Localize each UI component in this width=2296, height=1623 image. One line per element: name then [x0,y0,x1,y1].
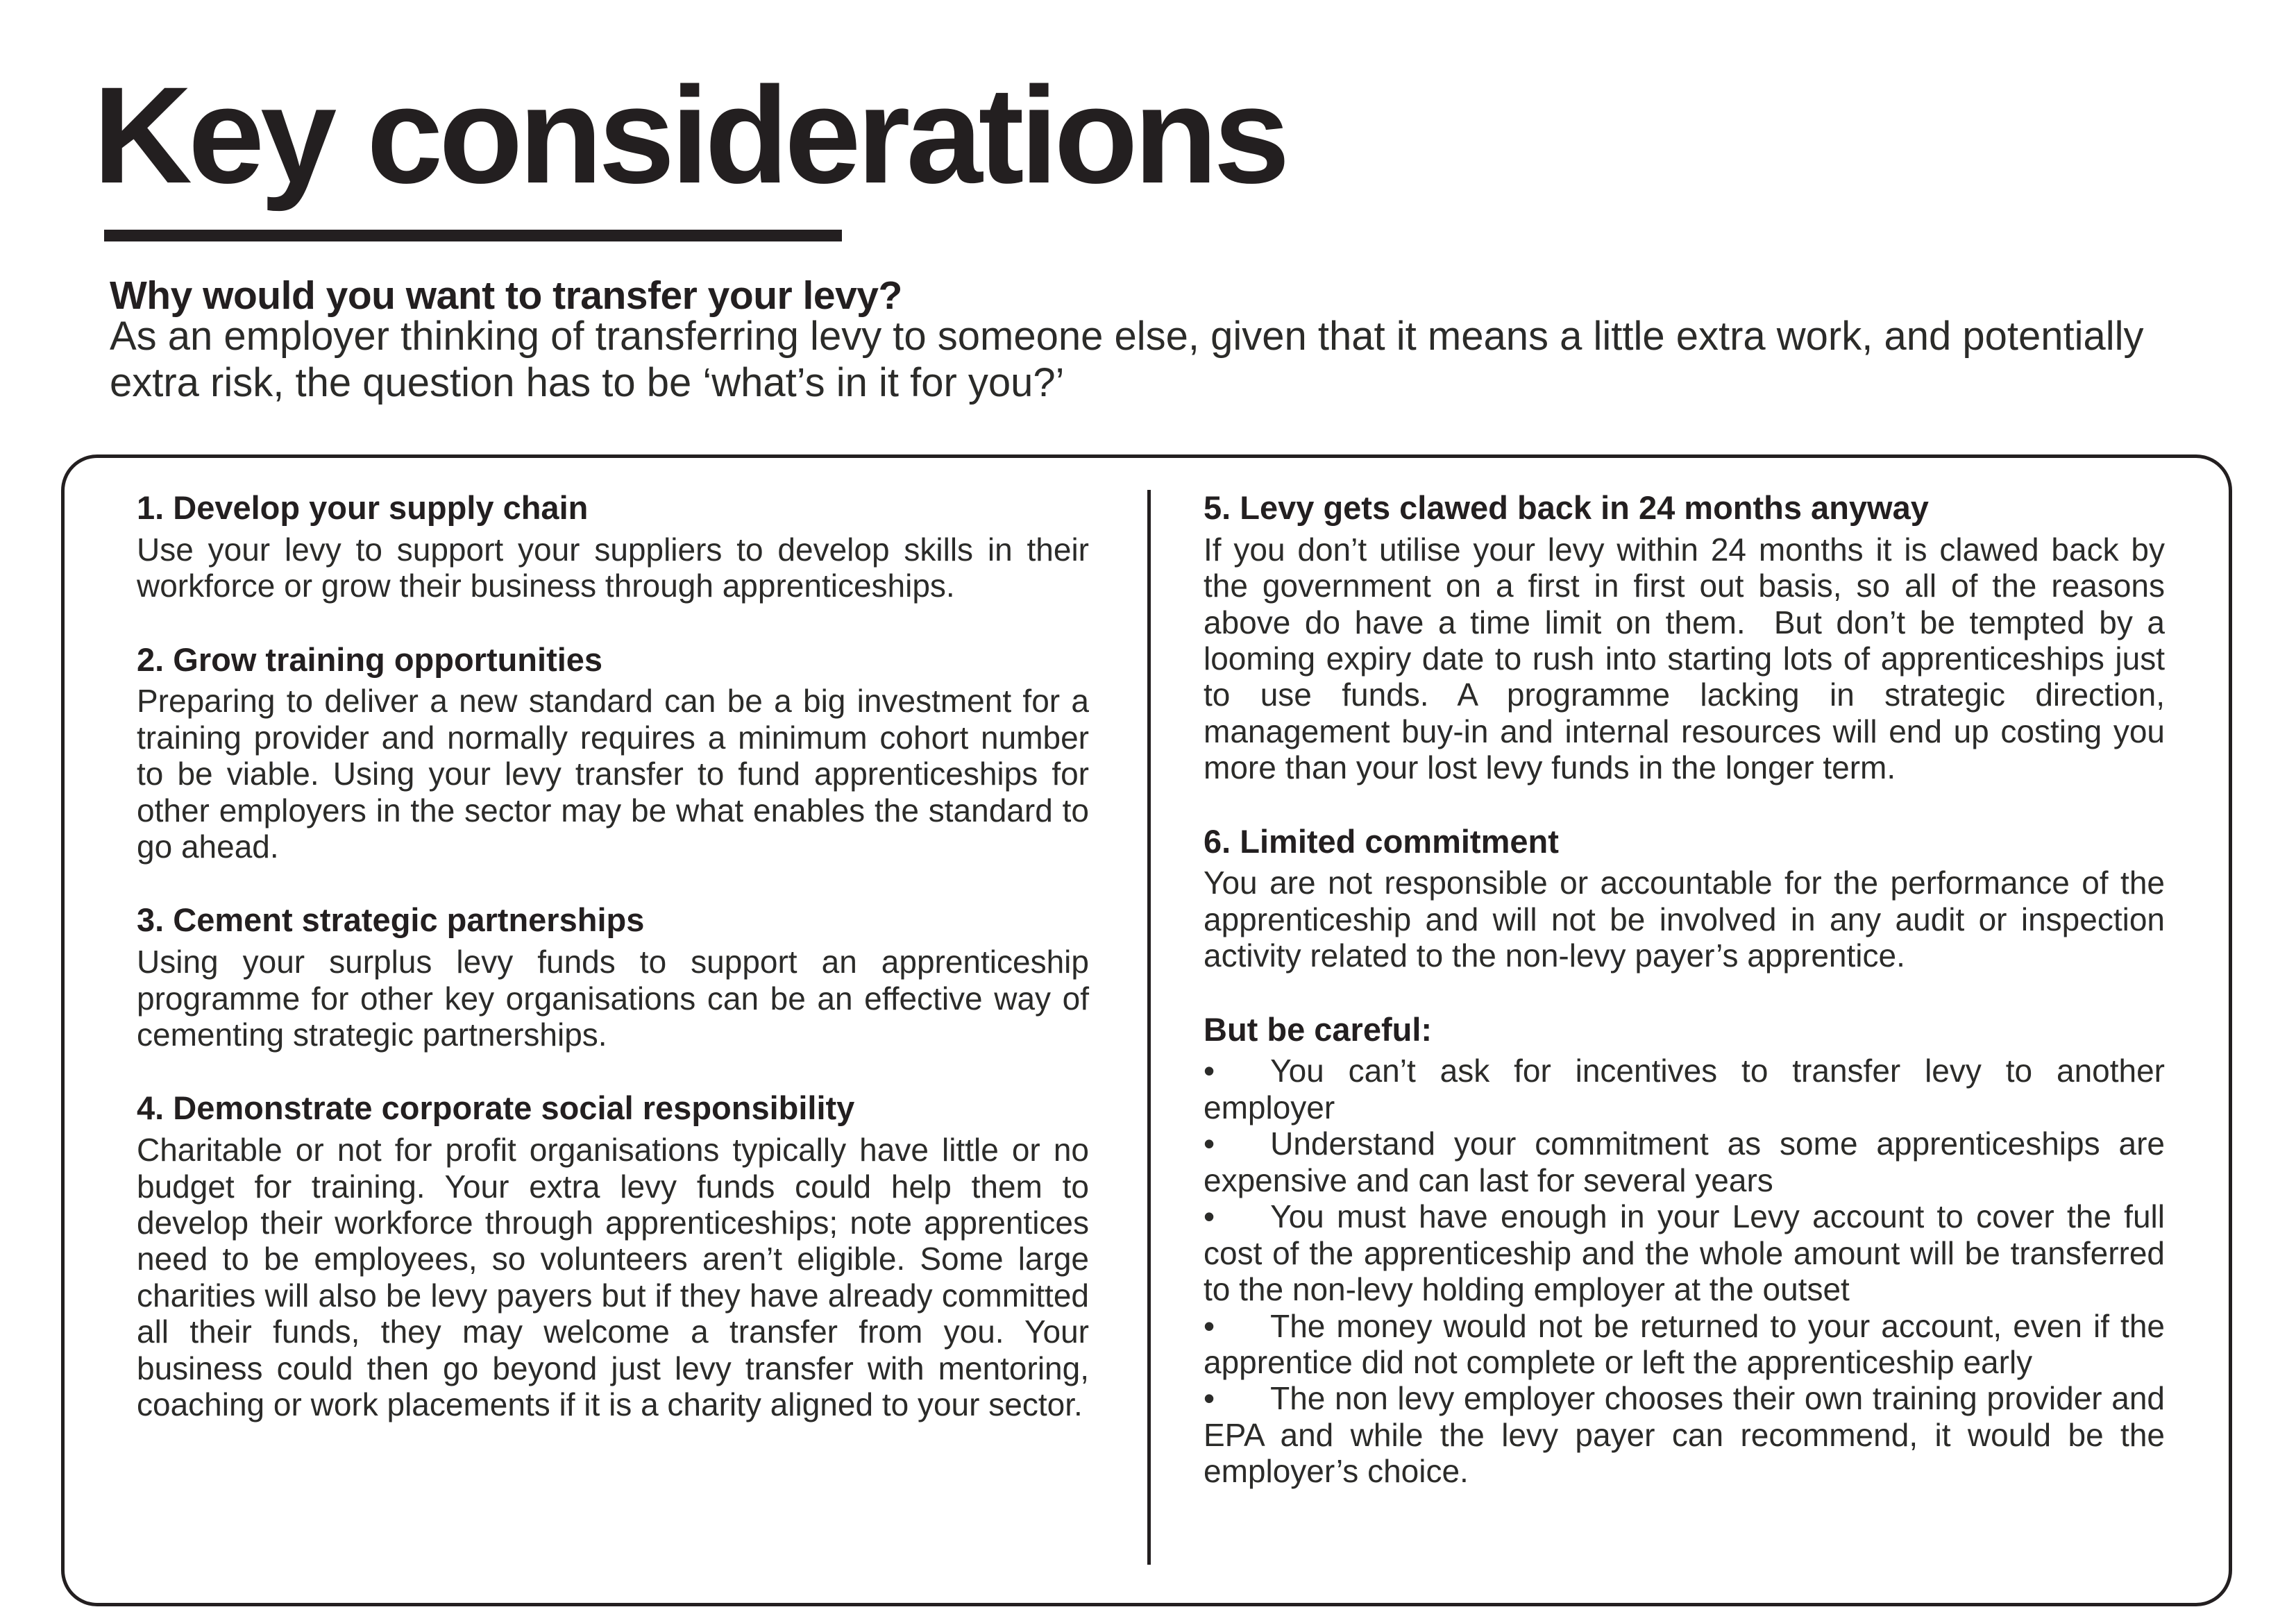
be-careful-heading: But be careful: [1204,1010,1433,1048]
section-grow-training [137,642,1089,865]
section-body: If you don’t utilise your levy within 24 months it is clawed back by the government on a first in first out basis, so all of the reasons above do have a time limit on them. But don’t be tempted by a looming expiry date to rush into starting lots of apprenticeships just to use funds. A programme lacking in strategic direction, management buy-in and internal resources will end up costing you more than your lost levy funds in the longer term. [1204,531,2165,786]
page-title: Key considerations [93,58,1286,212]
section-body: Charitable or not for profit organisations typically have little or no budget for training. Your extra levy funds could help them to develop their workforce through apprenticeships; note apprentices need to be employees, so volunteers aren’t eligible. Some large charities will also be levy payers but if they have already committed all their funds, they may welcome a transfer from you. Your business could then go beyond just levy transfer with mentoring, coaching or work placements if it is a charity aligned to your sector. [137,1132,1089,1423]
panel-left-column [137,490,1089,1565]
section-levy-clawed-back [1204,490,2165,786]
section-body: Preparing to deliver a new standard can be a big investment for a training provider and normally requires a minimum cohort number to be viable. Using your levy transfer to fund apprenticeships for other employers in the sector may be what enables the standard to go ahead. [137,683,1089,865]
bullet-text: You can’t ask for incentives to transfer levy to another employer [1204,1053,2165,1125]
bullet-item [1204,1308,2165,1381]
title-underline [104,230,842,241]
section-body: You are not responsible or accountable for the performance of the apprenticeship and will not be involved in any audit or inspection activity related to the non-levy payer’s apprentice. [1204,865,2165,974]
section-body: Use your levy to support your suppliers to develop skills in their workforce or grow their business through apprenticeships. [137,531,1089,604]
bullet-text: You must have enough in your Levy account to cover the full cost of the apprenticeship and the whole amount will be transferred to the non-levy holding employer at the outset [1204,1198,2165,1308]
panel-columns [65,458,2229,1603]
considerations-panel [61,454,2232,1606]
bullet-text: The non levy employer chooses their own training provider and EPA and while the levy payer can recommend, it would be the employer’s choice. [1204,1380,2165,1490]
intro-body: As an employer thinking of transferring levy to someone else, given that it means a little extra work, and potentially extra risk, the question has to be ‘what’s in it for you?’ [110,314,2144,405]
panel-right-column [1204,490,2165,1565]
section-develop-supply-chain [137,490,1089,604]
section-heading: 5. Levy gets clawed back in 24 months anyway [1204,489,1929,526]
section-social-responsibility [137,1090,1089,1422]
section-cement-partnerships [137,902,1089,1053]
section-heading: 2. Grow training opportunities [137,640,603,678]
section-heading: 3. Cement strategic partnerships [137,901,645,939]
bullet-icon: • [1204,1125,1215,1162]
bullet-icon: • [1204,1053,1215,1089]
bullet-text: The money would not be returned to your account, even if the apprentice did not complete or left the apprenticeship early [1204,1307,2165,1380]
section-heading: 1. Develop your supply chain [137,489,589,526]
bullet-item [1204,1125,2165,1198]
bullet-icon: • [1204,1198,1215,1235]
bullet-icon: • [1204,1307,1215,1344]
bullet-icon: • [1204,1380,1215,1417]
column-divider [1147,490,1151,1565]
section-heading: 6. Limited commitment [1204,822,1559,860]
section-limited-commitment [1204,824,2165,974]
intro-heading: Why would you want to transfer your levy? [110,273,902,318]
section-body: Using your surplus levy funds to support an apprenticeship programme for other key organisations can be an effective way of cementing strategic partnerships. [137,944,1089,1053]
bullet-text: Understand your commitment as some apprenticeships are expensive and can last for several years [1204,1125,2165,1198]
bullet-item [1204,1198,2165,1307]
bullet-item [1204,1053,2165,1125]
section-heading: 4. Demonstrate corporate social responsibility [137,1089,855,1127]
bullet-item [1204,1380,2165,1489]
